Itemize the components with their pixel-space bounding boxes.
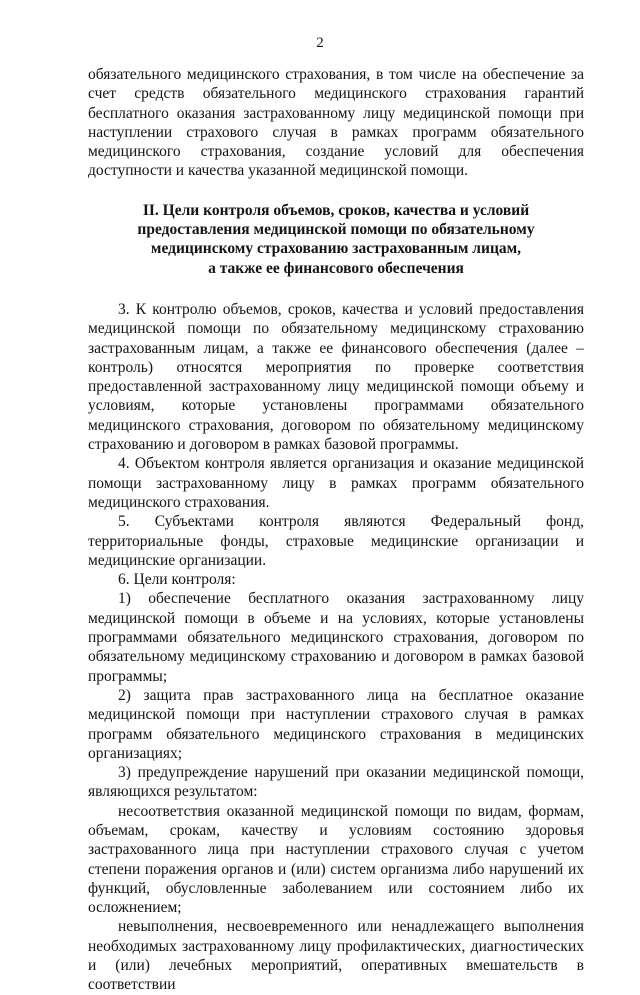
goal-item-1: 1) обеспечение бесплатного оказания застрахованному лицу медицинской помощи в объеме и на условиях, которые установлены программами обязательного медицинского страхования, договором по обязательному медицинскому страхованию и договором в рамках базовой программы;: [88, 590, 584, 685]
page-number: 2: [316, 35, 324, 51]
paragraph-4: 4. Объектом контроля является организация и оказание медицинской помощи застрахованному лицу в рамках программ обязательного медицинского страхования.: [88, 455, 584, 511]
paragraph-5: 5. Субъектами контроля являются Федеральный фонд, территориальные фонды, страховые медицинские организации и медицинские организации.: [88, 513, 584, 569]
paragraph-6: 6. Цели контроля:: [118, 571, 236, 589]
section-title-line: медицинскому страхованию застрахованным лицам,: [150, 240, 522, 258]
violation-item: несоответствия оказанной медицинской помощи по видам, формам, объемам, срокам, качеству и условиям состоянию здоровья застрахованного лица при наступлении страхового случая с учетом степени поражения органов и (или) систем организма либо нарушений их функций, обусловленные заболеванием или состоянием либо их осложнением;: [88, 802, 584, 917]
section-title-line: II. Цели контроля объемов, сроков, качества и условий: [142, 201, 530, 219]
document-body: [88, 65, 584, 995]
section-title: [88, 201, 584, 278]
goal-item-2: 2) защита прав застрахованного лица на бесплатное оказание медицинской помощи при наступлении страхового случая в рамках программ обязательного медицинского страхования в медицинских организациях;: [88, 686, 584, 762]
intro-paragraph: обязательного медицинского страхования, в том числе на обеспечение за счет средств обязательного медицинского страхования гарантий бесплатного оказания застрахованному лицу медицинской помощи при наступлении страхового случая в рамках программ обязательного медицинского страхования, создание условий для обеспечения доступности и качества указанной медицинской помощи.: [88, 66, 584, 180]
section-title-line: а также ее финансового обеспечения: [208, 259, 464, 277]
goal-item-3: 3) предупреждение нарушений при оказании медицинской помощи, являющихся результатом:: [88, 764, 584, 801]
paragraph-3: 3. К контролю объемов, сроков, качества и условий предоставления медицинской помощи по обязательному медицинскому страхованию застрахованным лицам, а также ее финансового обеспечения (далее – контроль) относятся мероприятия по проверке соответствия предоставленной застрахованному лицу медицинской помощи объему и условиям, которые установлены программами обязательного медицинского страхования, договором по обязательному медицинскому страхованию и договором в рамках базовой программы.: [88, 300, 584, 454]
section-title-line: предоставления медицинской помощи по обязательному: [137, 221, 535, 239]
violation-item: невыполнения, несвоевременного или ненадлежащего выполнения необходимых застрахованному лицу профилактических, диагностических и (или) лечебных мероприятий, оперативных вмешательств в соответствии: [88, 918, 584, 994]
